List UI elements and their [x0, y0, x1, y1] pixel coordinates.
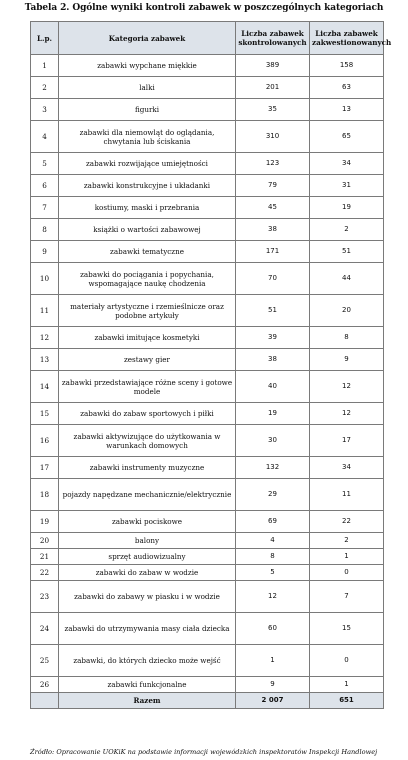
total-empty-cell — [31, 693, 59, 709]
row-questioned: 12 — [310, 371, 384, 403]
row-category: sprzęt audiowizualny — [59, 549, 236, 565]
row-lp: 25 — [31, 645, 59, 677]
row-questioned: 11 — [310, 479, 384, 511]
row-category: figurki — [59, 99, 236, 121]
row-lp: 10 — [31, 263, 59, 295]
total-questioned: 651 — [310, 693, 384, 709]
row-lp: 16 — [31, 425, 59, 457]
results-table — [30, 21, 392, 709]
row-category: zabawki, do których dziecko może wejść — [59, 645, 236, 677]
table-row — [31, 55, 384, 77]
table-row — [31, 533, 384, 549]
row-checked: 51 — [236, 295, 310, 327]
table-row — [31, 349, 384, 371]
row-questioned: 15 — [310, 613, 384, 645]
table-row — [31, 121, 384, 153]
row-category: zestawy gier — [59, 349, 236, 371]
row-checked: 9 — [236, 677, 310, 693]
row-checked: 35 — [236, 99, 310, 121]
row-checked: 38 — [236, 349, 310, 371]
table-row — [31, 263, 384, 295]
row-checked: 201 — [236, 77, 310, 99]
row-questioned: 63 — [310, 77, 384, 99]
row-questioned: 51 — [310, 241, 384, 263]
row-lp: 17 — [31, 457, 59, 479]
row-checked: 123 — [236, 153, 310, 175]
header-category: Kategoria zabawek — [59, 22, 236, 55]
row-lp: 23 — [31, 581, 59, 613]
table-body — [31, 55, 384, 693]
row-checked: 45 — [236, 197, 310, 219]
row-questioned: 19 — [310, 197, 384, 219]
row-category: kostiumy, maski i przebrania — [59, 197, 236, 219]
row-lp: 1 — [31, 55, 59, 77]
row-category: zabawki instrumenty muzyczne — [59, 457, 236, 479]
table-row — [31, 457, 384, 479]
table-row — [31, 403, 384, 425]
row-checked: 1 — [236, 645, 310, 677]
row-questioned: 22 — [310, 511, 384, 533]
table-row — [31, 677, 384, 693]
row-lp: 24 — [31, 613, 59, 645]
row-lp: 15 — [31, 403, 59, 425]
table-row — [31, 479, 384, 511]
row-lp: 22 — [31, 565, 59, 581]
table-row — [31, 425, 384, 457]
table-header-row — [31, 22, 384, 55]
row-checked: 171 — [236, 241, 310, 263]
table-row — [31, 645, 384, 677]
row-checked: 30 — [236, 425, 310, 457]
row-questioned: 8 — [310, 327, 384, 349]
row-checked: 12 — [236, 581, 310, 613]
header-lp: L.p. — [31, 22, 59, 55]
row-category: zabawki do zabaw sportowych i piłki — [59, 403, 236, 425]
row-category: zabawki pociskowe — [59, 511, 236, 533]
row-questioned: 158 — [310, 55, 384, 77]
row-checked: 79 — [236, 175, 310, 197]
table-row — [31, 613, 384, 645]
row-checked: 8 — [236, 549, 310, 565]
row-lp: 13 — [31, 349, 59, 371]
row-checked: 39 — [236, 327, 310, 349]
header-checked: Liczba zabawek skontrolowanych — [236, 22, 310, 55]
row-checked: 70 — [236, 263, 310, 295]
table-row — [31, 295, 384, 327]
row-questioned: 7 — [310, 581, 384, 613]
row-lp: 18 — [31, 479, 59, 511]
row-category: zabawki do zabawy w piasku i w wodzie — [59, 581, 236, 613]
row-category: zabawki funkcjonalne — [59, 677, 236, 693]
row-category: zabawki przedstawiające różne sceny i gotowe modele — [59, 371, 236, 403]
row-questioned: 2 — [310, 533, 384, 549]
row-questioned: 34 — [310, 153, 384, 175]
row-lp: 9 — [31, 241, 59, 263]
row-category: zabawki dla niemowląt do oglądania, chwytania lub ściskania — [59, 121, 236, 153]
row-lp: 5 — [31, 153, 59, 175]
row-lp: 20 — [31, 533, 59, 549]
header-questioned: Liczba zabawek zakwestionowanych — [310, 22, 384, 55]
row-lp: 14 — [31, 371, 59, 403]
row-checked: 40 — [236, 371, 310, 403]
total-checked: 2 007 — [236, 693, 310, 709]
row-category: zabawki wypchane miękkie — [59, 55, 236, 77]
row-checked: 4 — [236, 533, 310, 549]
table-row — [31, 241, 384, 263]
table-row — [31, 153, 384, 175]
row-questioned: 13 — [310, 99, 384, 121]
row-category: pojazdy napędzane mechanicznie/elektrycznie — [59, 479, 236, 511]
table-row — [31, 327, 384, 349]
table-row — [31, 565, 384, 581]
table-row — [31, 371, 384, 403]
row-lp: 3 — [31, 99, 59, 121]
row-lp: 7 — [31, 197, 59, 219]
row-checked: 132 — [236, 457, 310, 479]
table-row — [31, 511, 384, 533]
row-category: zabawki aktywizujące do użytkowania w warunkach domowych — [59, 425, 236, 457]
row-questioned: 0 — [310, 645, 384, 677]
table-row — [31, 77, 384, 99]
table-row — [31, 219, 384, 241]
row-questioned: 31 — [310, 175, 384, 197]
row-checked: 38 — [236, 219, 310, 241]
row-lp: 6 — [31, 175, 59, 197]
row-questioned: 65 — [310, 121, 384, 153]
row-category: balony — [59, 533, 236, 549]
row-questioned: 20 — [310, 295, 384, 327]
table-row — [31, 175, 384, 197]
row-questioned: 2 — [310, 219, 384, 241]
row-questioned: 44 — [310, 263, 384, 295]
row-category: zabawki rozwijające umiejętności — [59, 153, 236, 175]
row-category: zabawki konstrukcyjne i układanki — [59, 175, 236, 197]
row-category: zabawki imitujące kosmetyki — [59, 327, 236, 349]
row-lp: 12 — [31, 327, 59, 349]
row-lp: 19 — [31, 511, 59, 533]
row-lp: 11 — [31, 295, 59, 327]
row-lp: 2 — [31, 77, 59, 99]
row-category: książki o wartości zabawowej — [59, 219, 236, 241]
row-lp: 8 — [31, 219, 59, 241]
row-questioned: 1 — [310, 677, 384, 693]
row-checked: 5 — [236, 565, 310, 581]
row-questioned: 0 — [310, 565, 384, 581]
row-category: materiały artystyczne i rzemieślnicze oraz podobne artykuły — [59, 295, 236, 327]
row-category: zabawki do utrzymywania masy ciała dziecka — [59, 613, 236, 645]
row-questioned: 12 — [310, 403, 384, 425]
total-row — [31, 693, 384, 709]
row-checked: 29 — [236, 479, 310, 511]
table-row — [31, 549, 384, 565]
total-label: Razem — [59, 693, 236, 709]
row-lp: 21 — [31, 549, 59, 565]
table-row — [31, 581, 384, 613]
row-category: zabawki tematyczne — [59, 241, 236, 263]
row-checked: 310 — [236, 121, 310, 153]
row-lp: 4 — [31, 121, 59, 153]
row-category: zabawki do zabaw w wodzie — [59, 565, 236, 581]
row-checked: 69 — [236, 511, 310, 533]
row-category: lalki — [59, 77, 236, 99]
row-questioned: 1 — [310, 549, 384, 565]
row-questioned: 17 — [310, 425, 384, 457]
row-checked: 60 — [236, 613, 310, 645]
row-checked: 19 — [236, 403, 310, 425]
source-note: Źródło: Opracowanie UOKiK na podstawie informacji wojewódzkich inspektoratów Inspekcji Handlowej — [30, 748, 378, 756]
row-checked: 389 — [236, 55, 310, 77]
row-questioned: 9 — [310, 349, 384, 371]
table-row — [31, 99, 384, 121]
table-title: Tabela 2. Ogólne wyniki kontroli zabawek w poszczególnych kategoriach — [24, 3, 384, 13]
row-category: zabawki do pociągania i popychania, wspomagające naukę chodzenia — [59, 263, 236, 295]
table-row — [31, 197, 384, 219]
row-questioned: 34 — [310, 457, 384, 479]
row-lp: 26 — [31, 677, 59, 693]
